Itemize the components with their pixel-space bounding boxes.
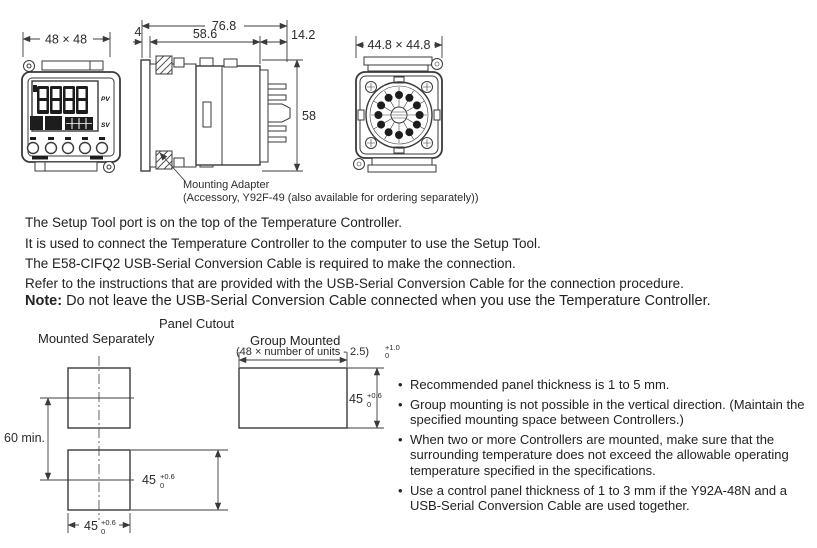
side-case xyxy=(196,59,268,165)
button-down-icon xyxy=(80,143,91,154)
side-bezel xyxy=(141,60,150,171)
panel-cutout-drawings xyxy=(0,340,430,548)
group-mounted-drawing xyxy=(236,343,400,428)
back-top-tab xyxy=(364,57,432,65)
front-top-flange xyxy=(42,61,103,70)
button-mode-icon xyxy=(46,143,57,154)
mounted-separately-drawing xyxy=(4,356,228,536)
tolerance-minus: 0 xyxy=(160,481,165,490)
tolerance-minus: 0 xyxy=(101,527,106,536)
front-width-dim: 48 × 48 xyxy=(44,32,88,47)
description-line-2: It is used to connect the Temperature Controller to the computer to use the Setup Tool. xyxy=(25,236,541,251)
list-item xyxy=(398,483,812,514)
side-height-dim: 58 xyxy=(302,109,316,123)
note-item-text: Group mounting is not possible in the vertical direction. (Maintain the specified mounting space between Controllers.) xyxy=(410,396,805,428)
pv-label: PV xyxy=(101,96,110,103)
cutout-width-dim: 45 xyxy=(84,519,98,533)
bullet-icon: • xyxy=(398,482,403,498)
spacing-dim: 60 min. xyxy=(4,431,45,445)
side-front-depth-dim: 4 xyxy=(134,25,142,39)
button-up-icon xyxy=(97,143,108,154)
sv-label: SV xyxy=(101,122,110,129)
front-bottom-flange xyxy=(35,162,97,171)
list-item xyxy=(398,377,812,393)
dimension-drawings xyxy=(0,0,817,212)
cutout-height-dim: 45 xyxy=(142,473,156,487)
tolerance-minus: 0 xyxy=(385,351,390,360)
mounting-adapter-caption-line2: (Accessory, Y92F-49 (also available for ordering separately)) xyxy=(183,192,479,204)
button-shift-icon xyxy=(63,143,74,154)
group-width-formula: (48 × number of units - 2.5) xyxy=(236,346,369,358)
panel-cutout-title: Panel Cutout xyxy=(159,316,235,331)
mounting-adapter-caption-line1: Mounting Adapter xyxy=(183,179,270,191)
side-terminal-pins xyxy=(268,84,290,142)
back-view-drawing xyxy=(354,36,443,172)
side-case-depth-dim: 58.6 xyxy=(192,27,218,41)
tolerance-plus: +1.0 xyxy=(385,343,400,352)
side-pin-depth-dim: 14.2 xyxy=(291,28,316,42)
mounting-notes-list xyxy=(398,377,812,518)
note-label: Note: xyxy=(25,293,63,309)
sv-digit-display xyxy=(30,116,93,130)
description-line-1: The Setup Tool port is on the top of the Temperature Controller. xyxy=(25,215,402,230)
group-mounted-label: Group Mounted xyxy=(250,333,341,348)
bullet-icon: • xyxy=(398,431,403,447)
group-height-dim: 45 xyxy=(349,392,363,406)
bullet-icon: • xyxy=(398,377,403,392)
tolerance-minus: 0 xyxy=(367,400,372,409)
back-socket-connector xyxy=(366,82,432,148)
tolerance-plus: +0.6 xyxy=(367,391,382,400)
note-item-text: Use a control panel thickness of 1 to 3 mm if the Y92A-48N and a USB-Serial Conversion Cable are used together. xyxy=(410,482,787,514)
note-text: Do not leave the USB-Serial Conversion Cable connected when you use the Temperature Controller. xyxy=(62,293,711,309)
list-item xyxy=(398,432,812,479)
tolerance-plus: +0.6 xyxy=(160,472,175,481)
group-cutout-rect xyxy=(239,368,347,428)
mounted-separately-label: Mounted Separately xyxy=(38,331,155,346)
side-view-drawing xyxy=(133,19,316,181)
back-bottom-tab xyxy=(368,165,436,172)
list-item xyxy=(398,397,812,428)
description-line-3: The E58-CIFQ2 USB-Serial Conversion Cable is required to make the connection. xyxy=(25,256,516,271)
back-size-dim: 44.8 × 44.8 xyxy=(367,38,431,52)
description-note xyxy=(25,293,711,309)
note-item-text: When two or more Controllers are mounted, make sure that the surrounding temperature does not exceed the allowable operating temperature specified in the specifications. xyxy=(410,431,789,478)
description-line-4: Refer to the instructions that are provided with the USB-Serial Conversion Cable for the connection procedure. xyxy=(25,276,684,291)
pv-digit-display xyxy=(33,85,88,114)
button-level-icon xyxy=(28,143,39,154)
note-item-text: Recommended panel thickness is 1 to 5 mm. xyxy=(410,377,670,392)
tolerance-plus: +0.6 xyxy=(101,518,116,527)
side-total-depth-dim: 76.8 xyxy=(211,19,237,33)
front-view-drawing xyxy=(22,32,120,173)
bullet-icon: • xyxy=(398,396,403,412)
